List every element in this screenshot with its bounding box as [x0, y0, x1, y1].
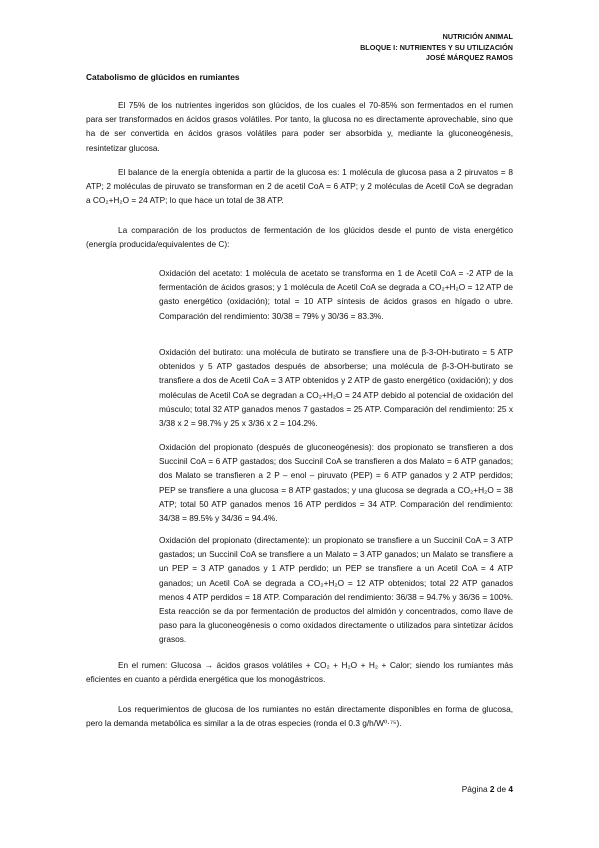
page-number: 2 [489, 784, 495, 794]
section-title: Catabolismo de glúcidos en rumiantes [86, 72, 240, 82]
document-header [360, 32, 513, 64]
paragraph-4: En el rumen: Glucosa → ácidos grasos volátiles + CO₂ + H₂O + H₂ + Calor; siendo los rumiantes más eficientes en cuanto a pérdida energética que los monogástricos. [86, 660, 513, 685]
header-author: JOSÉ MÁRQUEZ RAMOS [425, 53, 513, 63]
header-block: BLOQUE I: NUTRIENTES Y SU UTILIZACIÓN [360, 42, 513, 52]
subparagraph-propionate-direct: Oxidación del propionato (directamente): un propionato se transfiere a un Succinil CoA = 3 ATP gastados; un Succinil CoA se transfiere a un Malato = 3 ATP ganados; un Malato se transfiere a un PEP = 3 ATP ganados y 1 ATP perdido; un PEP se transfiere a un Acetil CoA = 4 ATP ganados; un Acetil CoA se degrada a CO₂+H₂O = 12 ATP obtenidos; total 22 ATP ganados menos 4 ATP perdidos = 18 ATP. Comparación del rendimiento: 36/38 = 94.7% y 36/36 = 100%. Esta reacción se da por fermentación de productos del almidón y concentrados, como llave de paso para la gluconeogénesis o como oxidados directamente o utilizados para sintetizar ácidos grasos. [159, 535, 513, 645]
body-text [86, 223, 513, 251]
paragraph-1: El 75% de los nutrientes ingeridos son glúcidos, de los cuales el 70-85% son fermentados en el rumen para ser transformados en ácidos grasos volátiles. Por tanto, la glucosa no es directamente aprovechable, sino que ha de ser convertida en ácidos grasos volátiles para poder ser absorbida y, mediante la gluconeogénesis, resintetizar glucosa. [86, 100, 513, 153]
subparagraph-butyrate: Oxidación del butirato: una molécula de butirato se transfiere una de β-3-OH-butirato = 5 ATP obtenidos y 5 ATP gastados después de absorberse; una molécula de β-3-OH-butirato se transfiere a dos de Acetil CoA = 3 ATP obtenidos y 2 ATP de gasto energético (oxidación); y dos moléculas de Acetil CoA se degradan a CO₂+H₂O = 24 ATP debido al potencial de oxidación del músculo; total 32 ATP ganados menos 7 gastados = 25 ATP. Comparación del rendimiento: 25 x 3/38 x 2 = 98.7% y 25 x 3/36 x 2 = 104.2%. [159, 347, 513, 429]
page-total: 4 [508, 784, 513, 794]
subparagraph-acetate: Oxidación del acetato: 1 molécula de acetato se transforma en 1 de Acetil CoA = -2 ATP de la fermentación de ácidos grasos; y 1 molécula de Acetil CoA se degrada a CO₂+H₂O = 12 ATP de gasto energético (oxidación); total = 10 ATP síntesis de ácidos grasos en hígado o ubre. Comparación del rendimiento: 30/38 = 79% y 30/36 = 83.3%. [159, 268, 513, 321]
body-text [86, 533, 513, 647]
page-footer [462, 784, 513, 794]
subparagraph-propionate-gluconeogenesis: Oxidación del propionato (después de gluconeogénesis): dos propionato se transfieren a dos Succinil CoA = 6 ATP gastados; dos Succinil CoA se transfieren a dos Malato = 6 ATP ganados; dos Malato se transfieren a 2 P – enol – piruvato (PEP) = 6 ATP ganados y 2 ATP perdidos; PEP se transfiere a una glucosa = 8 ATP gastados; y una glucosa se degrada a CO₂+H₂O = 38 ATP; total 50 ATP ganados menos 16 ATP perdidos = 34 ATP. Comparación del rendimiento: 34/38 = 89.5% y 34/36 = 94.4%. [159, 442, 513, 524]
paragraph-2: El balance de la energía obtenida a partir de la glucosa es: 1 molécula de glucosa pasa a 2 piruvatos = 8 ATP; 2 moléculas de piruvato se transforman en 2 de acetil CoA = 6 ATP; y 2 moléculas de Acetil CoA se degradan a CO₂+H₂O = 24 ATP; lo que hace un total de 38 ATP. [86, 167, 513, 206]
body-text [86, 702, 513, 730]
body-text [86, 658, 513, 686]
body-text [86, 165, 513, 208]
body-text [86, 98, 513, 155]
body-text [86, 345, 513, 430]
header-course: NUTRICIÓN ANIMAL [442, 32, 513, 41]
body-text [86, 266, 513, 323]
page-word: Página [461, 784, 488, 794]
of-word: de [496, 784, 507, 794]
paragraph-3: La comparación de los productos de fermentación de los glúcidos desde el punto de vista energético (energía producida/equivalentes de C): [86, 225, 513, 250]
body-text [86, 440, 513, 525]
paragraph-5: Los requerimientos de glucosa de los rumiantes no están directamente disponibles en forma de glucosa, pero la demanda metabólica es similar a la de otras especies (ronda el 0.3 g/h/W⁰·⁷⁵). [86, 704, 513, 729]
